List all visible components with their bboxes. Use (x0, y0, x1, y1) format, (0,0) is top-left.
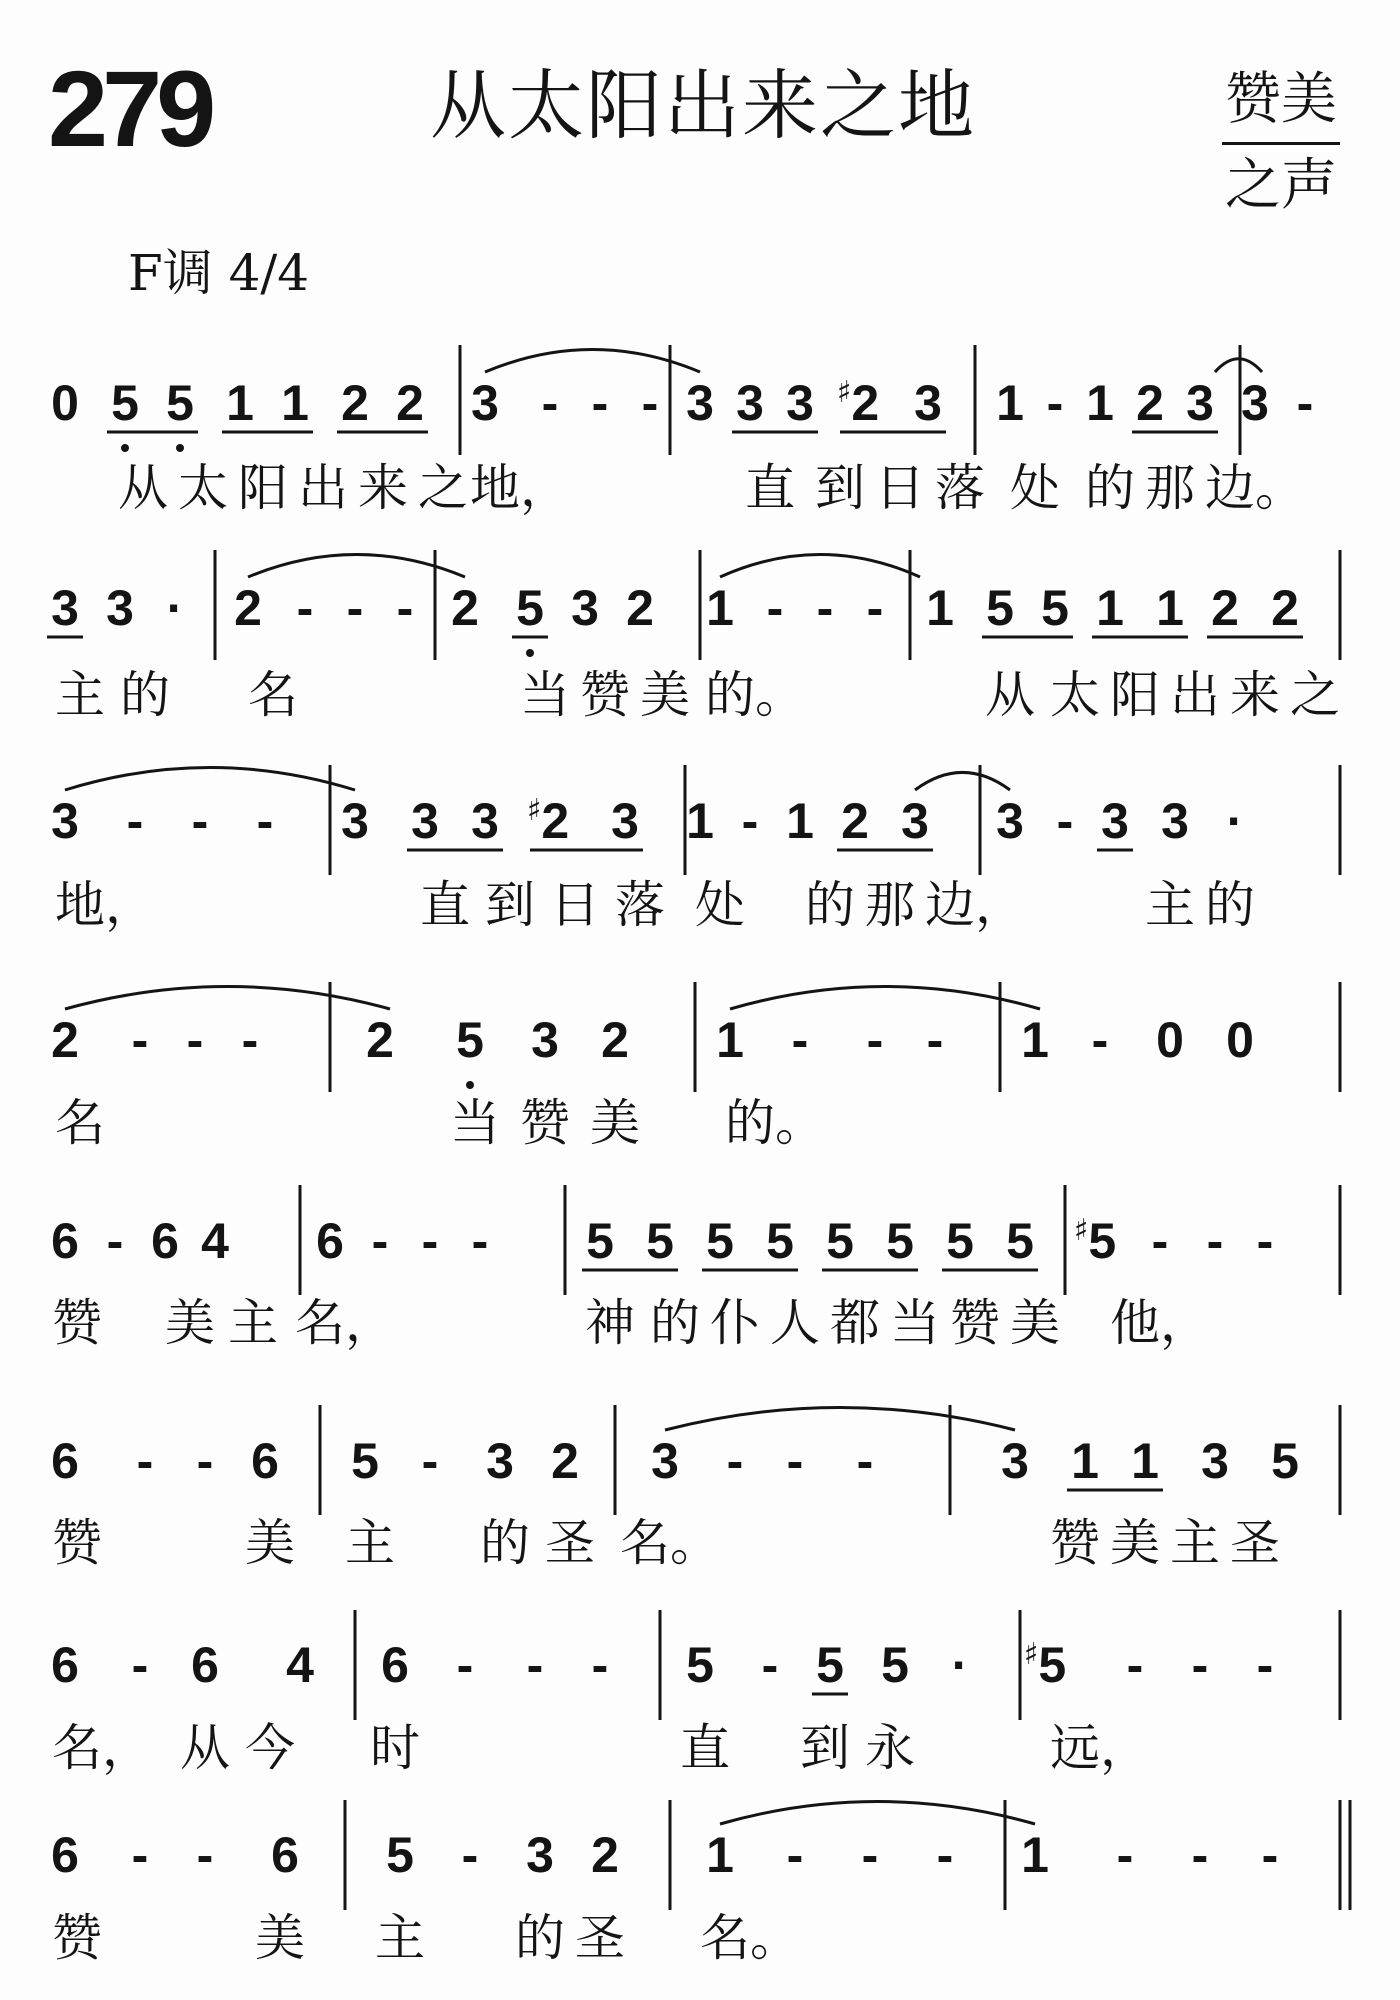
duration-dash: - (926, 1012, 944, 1068)
duration-dash: - (371, 1213, 389, 1269)
duration-dash: - (1191, 1637, 1209, 1693)
note: 3 (914, 375, 942, 431)
tie-slur (665, 1408, 1015, 1431)
lyric-syllable: 直 (745, 459, 795, 517)
lyric-syllable: 的 (1205, 876, 1255, 934)
low-octave-dot (176, 444, 184, 452)
note: 4 (201, 1213, 229, 1269)
lyric-syllable: 到 (815, 459, 865, 517)
lyric-syllable: 美 (245, 1514, 295, 1572)
duration-dash: - (296, 580, 314, 636)
lyric-syllable: 永 (865, 1719, 915, 1777)
dot-extension: · (951, 1637, 969, 1693)
lyric-syllable: 名。 (620, 1514, 720, 1572)
lyric-syllable: 的 (805, 876, 855, 934)
note: 1 (926, 580, 954, 636)
tie-slur (730, 987, 1040, 1010)
duration-dash: - (256, 793, 274, 849)
note: 6 (316, 1213, 344, 1269)
note: 2 (396, 375, 424, 431)
lyric-syllable: 美 (1010, 1294, 1060, 1352)
note: 3 (996, 793, 1024, 849)
note: 3 (901, 793, 929, 849)
note: 1 (226, 375, 254, 431)
duration-dash: - (396, 580, 414, 636)
duration-dash: - (866, 1012, 884, 1068)
tie-slur (485, 350, 700, 373)
note: 3 (411, 793, 439, 849)
note-digit: 5 (1088, 1213, 1117, 1269)
lyric-syllable: 主 (375, 1909, 425, 1967)
lyric-syllable: 边。 (1205, 459, 1305, 517)
lyric-syllable: 圣 (1230, 1514, 1280, 1572)
tie-slur (720, 555, 920, 578)
duration-dash: - (1296, 375, 1314, 431)
lyric-syllable: 直 (680, 1719, 730, 1777)
note: 5 (886, 1213, 914, 1269)
duration-dash: - (1256, 1213, 1274, 1269)
duration-dash: - (1151, 1213, 1169, 1269)
lyric-syllable: 处 (1010, 459, 1060, 517)
note: 3 (1001, 1433, 1029, 1489)
note: 5 (166, 375, 194, 431)
note: 0 (1156, 1012, 1184, 1068)
duration-dash: - (196, 1433, 214, 1489)
duration-dash: - (456, 1637, 474, 1693)
note: 1 (1156, 580, 1184, 636)
lyric-syllable: 日 (875, 459, 925, 517)
lyric-syllable: 主 (55, 666, 105, 724)
lyric-syllable: 那 (1145, 459, 1195, 517)
note: 3 (526, 1827, 554, 1883)
note: 5 (946, 1213, 974, 1269)
duration-dash: - (856, 1433, 874, 1489)
lyric-syllable: 太 (178, 459, 228, 517)
lyric-syllable: 名 (248, 666, 298, 724)
duration-dash: - (241, 1012, 259, 1068)
note: 5 (1041, 580, 1069, 636)
note: 2 (234, 580, 262, 636)
note: 5 (586, 1213, 614, 1269)
duration-dash: - (591, 1637, 609, 1693)
source-line-1: 赞美 (1225, 67, 1337, 132)
duration-dash: - (541, 375, 559, 431)
note: 5 (351, 1433, 379, 1489)
note: 2 (841, 793, 869, 849)
tie-slur (65, 768, 355, 791)
duration-dash: - (1256, 1637, 1274, 1693)
lyric-syllable: 从 (985, 666, 1035, 724)
note: 6 (271, 1827, 299, 1883)
note: 3 (51, 793, 79, 849)
duration-dash: - (106, 1213, 124, 1269)
lyric-syllable: 名。 (700, 1909, 800, 1967)
lyric-syllable: 赞 (52, 1294, 102, 1352)
note: 3 (1161, 793, 1189, 849)
note: 2 (591, 1827, 619, 1883)
note: 5 (686, 1637, 714, 1693)
lyric-syllable: 名， (52, 1719, 152, 1777)
note: 1 (706, 1827, 734, 1883)
lyric-syllable: 主 (228, 1294, 278, 1352)
tie-slur (248, 555, 465, 578)
duration-dash: - (1261, 1827, 1279, 1883)
note: 1 (281, 375, 309, 431)
duration-dash: - (786, 1827, 804, 1883)
duration-dash: - (1206, 1213, 1224, 1269)
note: 0 (51, 375, 79, 431)
lyric-syllable: 的 (120, 666, 170, 724)
note: 5 (456, 1012, 484, 1068)
duration-dash: - (131, 1637, 149, 1693)
lyric-syllable: 主 (345, 1514, 395, 1572)
lyric-syllable: 都 (830, 1294, 880, 1352)
lyric-syllable: 到 (485, 876, 535, 934)
note: 2 (1271, 580, 1299, 636)
note: 3 (611, 793, 639, 849)
lyric-syllable: 赞 (580, 666, 630, 724)
note: 2 (1136, 375, 1164, 431)
lyric-syllable: 落 (615, 876, 665, 934)
duration-dash: - (126, 793, 144, 849)
note: 1 (716, 1012, 744, 1068)
note (1024, 1637, 1066, 1693)
duration-dash: - (861, 1827, 879, 1883)
note: 6 (191, 1637, 219, 1693)
lyric-syllable: 出 (298, 459, 348, 517)
dot-extension: · (166, 580, 184, 636)
note: 3 (51, 580, 79, 636)
note: 1 (1096, 580, 1124, 636)
lyric-syllable: 之 (1290, 666, 1340, 724)
low-octave-dot (466, 1081, 474, 1089)
lyric-syllable: 圣 (545, 1514, 595, 1572)
duration-dash: - (726, 1433, 744, 1489)
lyric-syllable: 赞 (520, 1094, 570, 1152)
lyric-syllable: 落 (935, 459, 985, 517)
note: 2 (451, 580, 479, 636)
lyric-syllable: 边， (925, 876, 1025, 934)
lyric-syllable: 赞 (950, 1294, 1000, 1352)
note: 3 (571, 580, 599, 636)
note: 6 (381, 1637, 409, 1693)
note: 3 (1241, 375, 1269, 431)
lyric-syllable: 当 (450, 1094, 500, 1152)
lyric-syllable: 他， (1110, 1294, 1210, 1352)
note: 1 (1021, 1012, 1049, 1068)
sharp-sign: ♯ (836, 375, 852, 410)
duration-dash: - (186, 1012, 204, 1068)
lyric-syllable: 美 (165, 1294, 215, 1352)
lyric-syllable: 太 (1050, 666, 1100, 724)
lyric-syllable: 赞 (52, 1909, 102, 1967)
note: 3 (786, 375, 814, 431)
duration-dash: - (1056, 793, 1074, 849)
lyric-syllable: 神 (585, 1294, 635, 1352)
duration-dash: - (136, 1433, 154, 1489)
lyric-syllable: 名， (295, 1294, 395, 1352)
duration-dash: - (526, 1637, 544, 1693)
note: 1 (1131, 1433, 1159, 1489)
note: 3 (1201, 1433, 1229, 1489)
note: 3 (471, 793, 499, 849)
note: 1 (996, 375, 1024, 431)
note: 2 (626, 580, 654, 636)
note-digit: 5 (1038, 1637, 1067, 1693)
note: 3 (651, 1433, 679, 1489)
note-digit: 2 (541, 793, 570, 849)
note (1074, 1213, 1116, 1269)
duration-dash: - (866, 580, 884, 636)
note: 2 (366, 1012, 394, 1068)
duration-dash: - (936, 1827, 954, 1883)
sharp-sign: ♯ (526, 793, 542, 828)
tie-slur (915, 772, 1010, 790)
lyric-syllable: 的。 (725, 1094, 825, 1152)
duration-dash: - (471, 1213, 489, 1269)
duration-dash: - (1116, 1827, 1134, 1883)
lyric-syllable: 仆 (710, 1294, 760, 1352)
lyric-syllable: 名 (55, 1094, 105, 1152)
duration-dash: - (196, 1827, 214, 1883)
note: 5 (826, 1213, 854, 1269)
duration-dash: - (421, 1213, 439, 1269)
lyric-syllable: 从 (180, 1719, 230, 1777)
lyric-syllable: 圣 (575, 1909, 625, 1967)
lyric-syllable: 当 (890, 1294, 940, 1352)
lyric-syllable: 的 (650, 1294, 700, 1352)
lyric-syllable: 美 (590, 1094, 640, 1152)
duration-dash: - (1191, 1827, 1209, 1883)
note: 1 (786, 793, 814, 849)
note: 2 (1211, 580, 1239, 636)
hymn-title: 从太阳出来之地 (430, 61, 976, 150)
note: 5 (111, 375, 139, 431)
note: 3 (1101, 793, 1129, 849)
note (837, 375, 879, 431)
lyric-syllable: 出 (1170, 666, 1220, 724)
sharp-sign: ♯ (1023, 1637, 1039, 1672)
low-octave-dot (526, 649, 534, 657)
note: 5 (646, 1213, 674, 1269)
lyric-syllable: 主 (1145, 876, 1195, 934)
lyric-syllable: 来 (358, 459, 408, 517)
lyric-syllable: 人 (770, 1294, 820, 1352)
lyric-syllable: 的 (515, 1909, 565, 1967)
note: 6 (51, 1213, 79, 1269)
note: 1 (1021, 1827, 1049, 1883)
lyric-syllable: 美 (255, 1909, 305, 1967)
duration-dash: - (766, 580, 784, 636)
note: 6 (151, 1213, 179, 1269)
lyric-syllable: 赞 (52, 1514, 102, 1572)
lyric-syllable: 时 (370, 1719, 420, 1777)
duration-dash: - (741, 793, 759, 849)
lyric-syllable: 日 (550, 876, 600, 934)
lyric-syllable: 阳 (238, 459, 288, 517)
duration-dash: - (346, 580, 364, 636)
note: 5 (1006, 1213, 1034, 1269)
note: 2 (601, 1012, 629, 1068)
note: 3 (471, 375, 499, 431)
note: 5 (516, 580, 544, 636)
duration-dash: - (816, 580, 834, 636)
key-signature: F调 4/4 (128, 244, 310, 302)
lyric-syllable: 那 (865, 876, 915, 934)
lyric-syllable: 的 (1085, 459, 1135, 517)
note: 6 (51, 1433, 79, 1489)
note: 5 (706, 1213, 734, 1269)
duration-dash: - (786, 1433, 804, 1489)
note: 6 (51, 1827, 79, 1883)
note: 5 (986, 580, 1014, 636)
lyric-syllable: 直 (420, 876, 470, 934)
lyric-syllable: 之 (418, 459, 468, 517)
note (527, 793, 569, 849)
note: 5 (816, 1637, 844, 1693)
note-digit: 2 (851, 375, 880, 431)
note: 6 (251, 1433, 279, 1489)
lyric-syllable: 地， (470, 459, 570, 517)
duration-dash: - (641, 375, 659, 431)
lyric-syllable: 地， (55, 876, 155, 934)
lyric-syllable: 远， (1050, 1719, 1150, 1777)
lyric-syllable: 的。 (705, 666, 805, 724)
note: 3 (736, 375, 764, 431)
duration-dash: - (461, 1827, 479, 1883)
note: 5 (881, 1637, 909, 1693)
note: 2 (51, 1012, 79, 1068)
note: 1 (1086, 375, 1114, 431)
duration-dash: - (761, 1637, 779, 1693)
duration-dash: - (421, 1433, 439, 1489)
lyric-syllable: 美 (1110, 1514, 1160, 1572)
note: 5 (766, 1213, 794, 1269)
duration-dash: - (591, 375, 609, 431)
lyric-syllable: 美 (640, 666, 690, 724)
duration-dash: - (1126, 1637, 1144, 1693)
sharp-sign: ♯ (1073, 1213, 1089, 1248)
note: 3 (1186, 375, 1214, 431)
lyric-syllable: 赞 (1050, 1514, 1100, 1572)
note: 0 (1226, 1012, 1254, 1068)
note: 4 (286, 1637, 314, 1693)
lyric-syllable: 处 (695, 876, 745, 934)
duration-dash: - (1091, 1012, 1109, 1068)
note: 3 (686, 375, 714, 431)
lyric-syllable: 今 (245, 1719, 295, 1777)
duration-dash: - (131, 1827, 149, 1883)
tie-slur (65, 987, 390, 1010)
note: 5 (386, 1827, 414, 1883)
note: 5 (1271, 1433, 1299, 1489)
duration-dash: - (791, 1012, 809, 1068)
lyric-syllable: 主 (1170, 1514, 1220, 1572)
duration-dash: - (1046, 375, 1064, 431)
note: 3 (531, 1012, 559, 1068)
dot-extension: · (1226, 793, 1244, 849)
duration-dash: - (191, 793, 209, 849)
note: 2 (341, 375, 369, 431)
lyric-syllable: 阳 (1110, 666, 1160, 724)
note: 2 (551, 1433, 579, 1489)
note: 3 (486, 1433, 514, 1489)
lyric-syllable: 从 (118, 459, 168, 517)
lyric-syllable: 的 (480, 1514, 530, 1572)
tie-slur (720, 1802, 1035, 1825)
lyric-syllable: 到 (800, 1719, 850, 1777)
source-line-2: 之声 (1225, 153, 1337, 218)
duration-dash: - (131, 1012, 149, 1068)
note: 3 (341, 793, 369, 849)
lyric-syllable: 当 (520, 666, 570, 724)
lyric-syllable: 来 (1230, 666, 1280, 724)
note: 1 (1071, 1433, 1099, 1489)
low-octave-dot (121, 444, 129, 452)
note: 3 (106, 580, 134, 636)
note: 1 (706, 580, 734, 636)
note: 1 (686, 793, 714, 849)
note: 6 (51, 1637, 79, 1693)
hymn-number: 279 (48, 48, 211, 169)
